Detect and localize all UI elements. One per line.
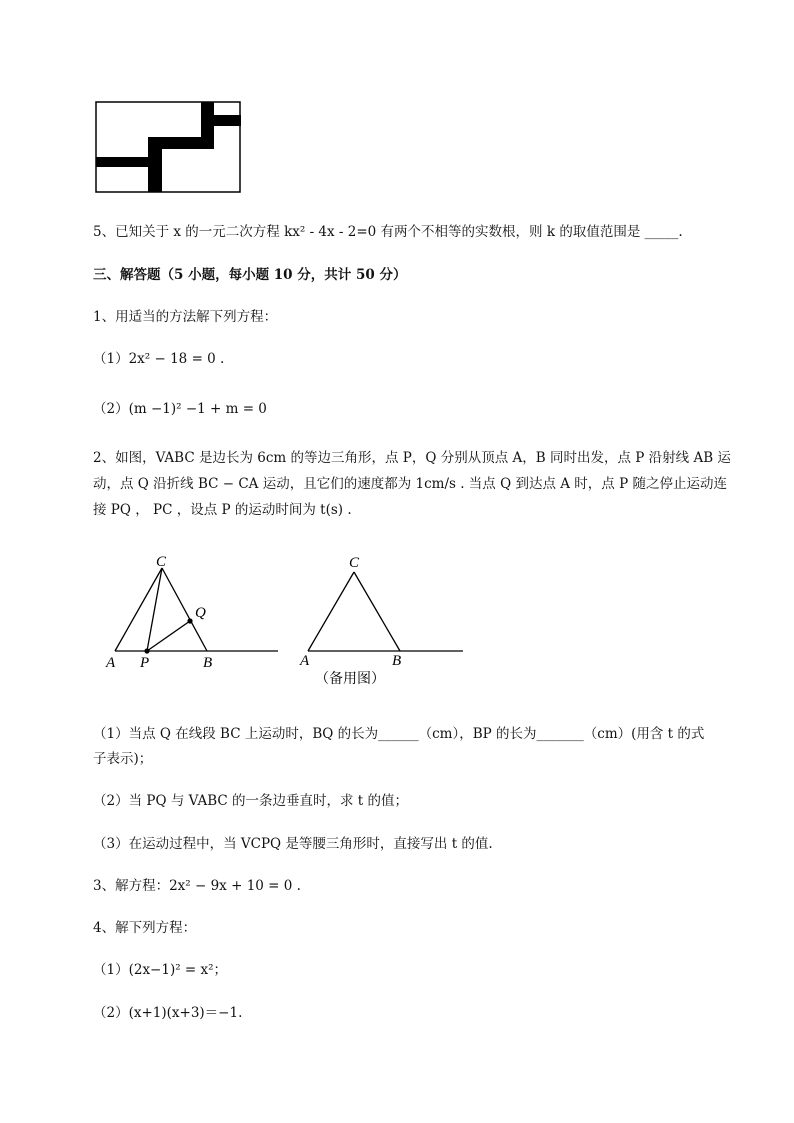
problem-4-part-2: （2）(x+1)(x+3)＝−1. [93, 1005, 243, 1021]
side-ac-2 [308, 572, 354, 651]
problem-2-sub-1-line-2: 子表示)； [93, 751, 153, 767]
problem-1-part-1: （1）2x² − 18 = 0 . [93, 351, 225, 367]
problem-4-part-1: （1）(2x−1)² = x²； [93, 962, 228, 978]
problem-1-stem: 1、用适当的方法解下列方程： [93, 309, 278, 325]
section-3-heading: 三、解答题（5 小题，每小题 10 分，共计 50 分） [93, 267, 407, 283]
problem-3-stem: 3、解方程：2x² − 9x + 10 = 0 . [93, 878, 301, 894]
label-q: Q [195, 605, 206, 621]
label-b: B [203, 655, 213, 671]
label-c: C [156, 554, 167, 570]
problem-2-sub-2: （2）当 PQ 与 VABC 的一条边垂直时，求 t 的值； [93, 793, 408, 809]
label-p: P [140, 655, 150, 671]
problem-2-line-2: 动，点 Q 沿折线 BC − CA 运动，且它们的速度都为 1cm/s . 当点 Q 到达点 A 时，点 P 随之停止运动连 [93, 476, 727, 492]
problem-2-sub-3: （3）在运动过程中，当 VCPQ 是等腰三角形时，直接写出 t 的值. [93, 836, 493, 852]
backup-figure-caption: （备用图） [315, 672, 385, 687]
problem-1-part-2: （2）(m −1)² −1 + m = 0 [93, 401, 267, 417]
problem-2-line-3: 接 PQ ， PC ，设点 P 的运动时间为 t(s) . [93, 502, 352, 518]
label-c-2: C [349, 555, 360, 571]
triangle-figure-2 [295, 550, 470, 690]
strip-bottom [96, 157, 149, 167]
label-a-2: A [300, 653, 310, 669]
side-bc-2 [354, 572, 400, 651]
problem-2-sub-1-line-1: （1）当点 Q 在线段 BC 上运动时，BQ 的长为______（cm），BP 的长为_______（cm）(用含 t 的式 [93, 726, 705, 742]
label-b-2: B [392, 653, 402, 669]
stepped-strip-figure [95, 101, 243, 195]
problem-4-stem: 4、解下列方程： [93, 920, 197, 936]
point-q-dot [187, 618, 192, 623]
question-5: 5、已知关于 x 的一元二次方程 kx² - 4x - 2=0 有两个不相等的实数根，则 k 的取值范围是 _____. [93, 224, 683, 240]
segment-pq [147, 621, 190, 651]
point-p-dot [144, 648, 149, 653]
triangle-figure-1 [100, 550, 285, 675]
problem-2-line-1: 2、如图，VABC 是边长为 6cm 的等边三角形，点 P，Q 分别从顶点 A，B 同时出发，点 P 沿射线 AB 运 [93, 450, 731, 466]
strip-middle [148, 137, 208, 149]
label-a: A [106, 655, 116, 671]
strip-top [201, 115, 241, 126]
